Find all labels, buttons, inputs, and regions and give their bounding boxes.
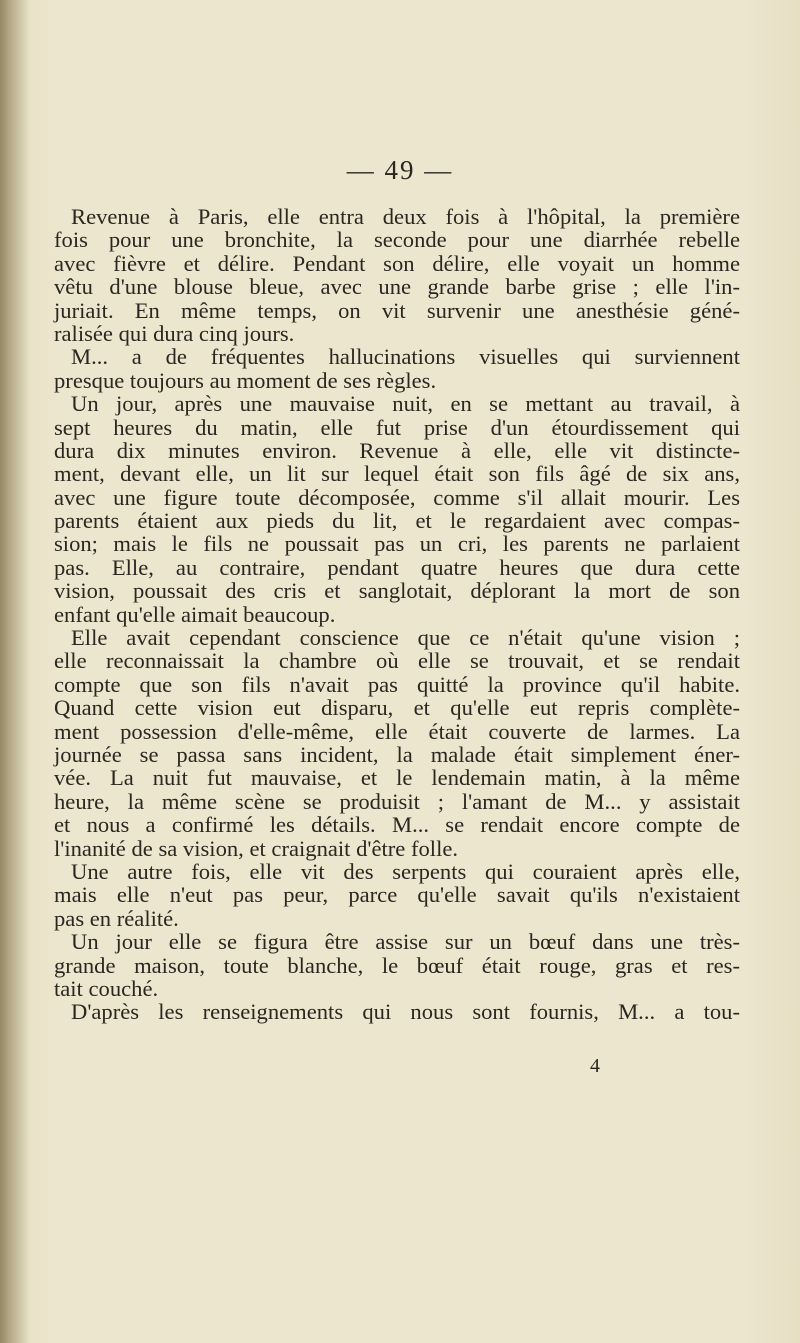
text-line: Elle avait cependant conscience que ce n'était qu'une vision ; — [71, 625, 740, 651]
text-line: journée se passa sans incident, la malade était simplement éner- — [54, 741, 740, 767]
text-line: vision, poussait des cris et sanglotait, déplorant la mort de son — [54, 578, 740, 604]
text-line: M... a de fréquentes hallucinations visuelles qui surviennent — [71, 344, 740, 370]
text-line: vêtu d'une blouse bleue, avec une grande barbe grise ; elle l'in- — [54, 274, 740, 300]
text-line: ment, devant elle, un lit sur lequel était son fils âgé de six ans, — [54, 461, 740, 487]
text-line: Un jour, après une mauvaise nuit, en se mettant au travail, à — [71, 391, 740, 417]
text-line: Quand cette vision eut disparu, et qu'elle eut repris complète- — [54, 695, 740, 721]
text-line: heure, la même scène se produisit ; l'amant de M... y assistait — [54, 788, 740, 814]
text-line: sion; mais le fils ne poussait pas un cri, les parents ne parlaient — [54, 531, 740, 557]
text-line: Une autre fois, elle vit des serpents qui couraient après elle, — [71, 858, 740, 884]
text-line: parents étaient aux pieds du lit, et le regardaient avec compas- — [54, 508, 740, 534]
text-line: avec une figure toute décomposée, comme s'il allait mourir. Les — [54, 484, 740, 510]
text-line: compte que son fils n'avait pas quitté la province qu'il habite. — [54, 671, 740, 697]
text-line: presque toujours au moment de ses règles. — [54, 367, 437, 393]
text-line: dura dix minutes environ. Revenue à elle, elle vit distincte- — [54, 437, 740, 463]
text-line: ment possession d'elle-même, elle était couverte de larmes. La — [54, 718, 740, 744]
text-line: l'inanité de sa vision, et craignait d'être folle. — [54, 835, 459, 861]
text-line: et nous a confirmé les détails. M... se rendait encore compte de — [54, 812, 740, 838]
text-line: juriait. En même temps, on vit survenir une anesthésie géné- — [54, 297, 740, 323]
binding-shadow — [0, 0, 30, 1343]
text-line: Revenue à Paris, elle entra deux fois à l'hôpital, la première — [71, 204, 740, 229]
text-line: vée. La nuit fut mauvaise, et le lendemain matin, à la même — [54, 765, 740, 791]
text-line: pas en réalité. — [54, 905, 179, 931]
text-line: Un jour elle se figura être assise sur un bœuf dans une très- — [71, 929, 740, 955]
page-number: — 49 — — [346, 155, 454, 185]
text-line: sept heures du matin, elle fut prise d'un étourdissement qui — [54, 414, 740, 440]
text-line: enfant qu'elle aimait beaucoup. — [54, 601, 336, 627]
text-line: fois pour une bronchite, la seconde pour une diarrhée rebelle — [54, 227, 740, 253]
body-text — [54, 205, 740, 1024]
text-line: mais elle n'eut pas peur, parce qu'elle savait qu'ils n'existaient — [54, 882, 740, 908]
text-line: elle reconnaissait la chambre où elle se trouvait, et se rendait — [54, 648, 740, 674]
text-line: avec fièvre et délire. Pendant son délire, elle voyait un homme — [54, 250, 740, 276]
text-line: pas. Elle, au contraire, pendant quatre heures que dura cette — [54, 554, 740, 580]
signature-mark: 4 — [590, 1055, 600, 1077]
text-line: tait couché. — [54, 975, 159, 1001]
text-line: D'après les renseignements qui nous sont fournis, M... a tou- — [71, 999, 740, 1025]
text-line: ralisée qui dura cinq jours. — [54, 320, 295, 346]
text-line: grande maison, toute blanche, le bœuf était rouge, gras et res- — [54, 952, 740, 978]
